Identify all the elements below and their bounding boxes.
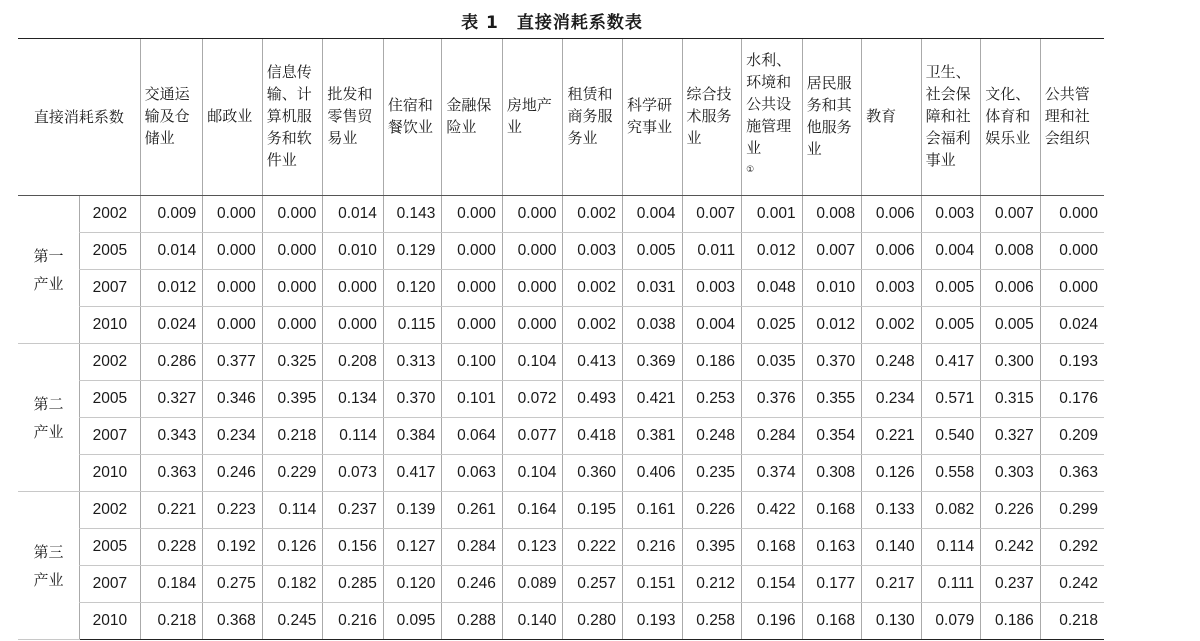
sector-label-line1: 第一: [33, 246, 64, 265]
value-cell: 0.064: [442, 418, 503, 455]
value-cell: 0.395: [262, 381, 323, 418]
value-cell: 0.168: [742, 529, 803, 566]
table-body: [18, 196, 1104, 640]
value-cell: 0.126: [262, 529, 323, 566]
value-cell: 0.002: [563, 196, 623, 233]
value-cell: 0.011: [682, 233, 742, 270]
value-cell: 0.010: [802, 270, 862, 307]
value-cell: 0.237: [981, 566, 1041, 603]
value-cell: 0.003: [682, 270, 742, 307]
column-header-label: 租赁和商务服务业: [567, 85, 613, 147]
value-cell: 0.226: [981, 492, 1041, 529]
value-cell: 0.129: [383, 233, 442, 270]
table-row: [18, 603, 1104, 640]
value-cell: 0.130: [862, 603, 922, 640]
value-cell: 0.010: [323, 233, 384, 270]
table-row: [18, 307, 1104, 344]
column-header-label: 住宿和餐饮业: [387, 96, 433, 136]
value-cell: 0.218: [140, 603, 203, 640]
value-cell: 0.228: [140, 529, 203, 566]
value-cell: 0.048: [742, 270, 803, 307]
value-cell: 0.000: [203, 270, 263, 307]
value-cell: 0.221: [862, 418, 922, 455]
value-cell: 0.235: [682, 455, 742, 492]
value-cell: 0.246: [442, 566, 503, 603]
value-cell: 0.002: [862, 307, 922, 344]
value-cell: 0.120: [383, 270, 442, 307]
value-cell: 0.164: [502, 492, 563, 529]
value-cell: 0.422: [742, 492, 803, 529]
value-cell: 0.063: [442, 455, 503, 492]
year-cell: 2002: [80, 196, 141, 233]
value-cell: 0.168: [802, 492, 862, 529]
value-cell: 0.100: [442, 344, 503, 381]
table-row: [18, 381, 1104, 418]
value-cell: 0.182: [262, 566, 323, 603]
value-cell: 0.346: [203, 381, 263, 418]
value-cell: 0.095: [383, 603, 442, 640]
year-cell: 2005: [80, 233, 141, 270]
value-cell: 0.140: [502, 603, 563, 640]
sector-label: [18, 196, 80, 344]
column-header-label: 房地产业: [506, 96, 552, 136]
sector-label: [18, 492, 80, 640]
column-header: [262, 39, 323, 196]
value-cell: 0.006: [862, 233, 922, 270]
sector-label-line2: 产业: [33, 422, 64, 441]
value-cell: 0.156: [323, 529, 384, 566]
table-number: 表 1: [461, 13, 499, 33]
column-header-label: 公共管理和社会组织: [1044, 85, 1090, 147]
value-cell: 0.284: [742, 418, 803, 455]
column-header: [442, 39, 503, 196]
value-cell: 0.209: [1040, 418, 1104, 455]
value-cell: 0.003: [921, 196, 981, 233]
value-cell: 0.012: [742, 233, 803, 270]
column-header-label: 教育: [866, 107, 897, 125]
value-cell: 0.001: [742, 196, 803, 233]
value-cell: 0.370: [383, 381, 442, 418]
value-cell: 0.377: [203, 344, 263, 381]
sector-label: [18, 344, 80, 492]
value-cell: 0.242: [1040, 566, 1104, 603]
value-cell: 0.009: [140, 196, 203, 233]
value-cell: 0.139: [383, 492, 442, 529]
value-cell: 0.002: [563, 307, 623, 344]
value-cell: 0.192: [203, 529, 263, 566]
value-cell: 0.369: [623, 344, 683, 381]
column-header: [383, 39, 442, 196]
value-cell: 0.000: [323, 307, 384, 344]
direct-consumption-table: [18, 38, 1104, 640]
value-cell: 0.368: [203, 603, 263, 640]
column-header-label: 综合技术服务业: [686, 85, 732, 147]
value-cell: 0.558: [921, 455, 981, 492]
value-cell: 0.421: [623, 381, 683, 418]
value-cell: 0.003: [862, 270, 922, 307]
column-header-label: 金融保险业: [446, 96, 492, 136]
value-cell: 0.000: [203, 233, 263, 270]
value-cell: 0.104: [502, 344, 563, 381]
value-cell: 0.024: [140, 307, 203, 344]
value-cell: 0.325: [262, 344, 323, 381]
column-header-label: 卫生、社会保障和社会福利事业: [925, 63, 971, 169]
value-cell: 0.216: [323, 603, 384, 640]
value-cell: 0.006: [862, 196, 922, 233]
value-cell: 0.154: [742, 566, 803, 603]
value-cell: 0.193: [623, 603, 683, 640]
table-title-text: 直接消耗系数表: [516, 13, 643, 33]
value-cell: 0.000: [262, 307, 323, 344]
value-cell: 0.176: [1040, 381, 1104, 418]
value-cell: 0.073: [323, 455, 384, 492]
table-row: [18, 455, 1104, 492]
value-cell: 0.315: [981, 381, 1041, 418]
value-cell: 0.540: [921, 418, 981, 455]
column-header-label: 邮政业: [207, 107, 253, 125]
value-cell: 0.493: [563, 381, 623, 418]
value-cell: 0.005: [981, 307, 1041, 344]
column-header: [623, 39, 683, 196]
value-cell: 0.234: [862, 381, 922, 418]
value-cell: 0.115: [383, 307, 442, 344]
value-cell: 0.226: [682, 492, 742, 529]
value-cell: 0.208: [323, 344, 384, 381]
value-cell: 0.114: [323, 418, 384, 455]
value-cell: 0.417: [921, 344, 981, 381]
value-cell: 0.008: [981, 233, 1041, 270]
value-cell: 0.000: [502, 233, 563, 270]
value-cell: 0.285: [323, 566, 384, 603]
value-cell: 0.000: [262, 233, 323, 270]
value-cell: 0.114: [262, 492, 323, 529]
column-header: [742, 39, 803, 196]
value-cell: 0.374: [742, 455, 803, 492]
value-cell: 0.014: [323, 196, 384, 233]
value-cell: 0.134: [323, 381, 384, 418]
value-cell: 0.168: [802, 603, 862, 640]
value-cell: 0.313: [383, 344, 442, 381]
table-title: [0, 8, 1104, 33]
value-cell: 0.012: [140, 270, 203, 307]
value-cell: 0.133: [862, 492, 922, 529]
value-cell: 0.025: [742, 307, 803, 344]
value-cell: 0.253: [682, 381, 742, 418]
sector-label-line2: 产业: [33, 570, 64, 589]
column-header-label: 交通运输及仓储业: [144, 85, 190, 147]
value-cell: 0.261: [442, 492, 503, 529]
value-cell: 0.000: [502, 307, 563, 344]
table-row: [18, 270, 1104, 307]
value-cell: 0.275: [203, 566, 263, 603]
value-cell: 0.303: [981, 455, 1041, 492]
value-cell: 0.248: [862, 344, 922, 381]
column-header-label: 文化、体育和娱乐业: [985, 85, 1031, 147]
value-cell: 0.111: [921, 566, 981, 603]
value-cell: 0.327: [981, 418, 1041, 455]
value-cell: 0.089: [502, 566, 563, 603]
value-cell: 0.000: [502, 196, 563, 233]
year-cell: 2007: [80, 270, 141, 307]
column-header: [203, 39, 263, 196]
value-cell: 0.031: [623, 270, 683, 307]
value-cell: 0.286: [140, 344, 203, 381]
year-cell: 2010: [80, 455, 141, 492]
value-cell: 0.000: [203, 196, 263, 233]
column-header: [140, 39, 203, 196]
value-cell: 0.004: [682, 307, 742, 344]
value-cell: 0.012: [802, 307, 862, 344]
value-cell: 0.280: [563, 603, 623, 640]
table-row: [18, 196, 1104, 233]
value-cell: 0.161: [623, 492, 683, 529]
value-cell: 0.000: [442, 196, 503, 233]
column-header: [323, 39, 384, 196]
column-header: [981, 39, 1041, 196]
footnote-marker: ①: [746, 164, 755, 175]
value-cell: 0.237: [323, 492, 384, 529]
value-cell: 0.195: [563, 492, 623, 529]
value-cell: 0.077: [502, 418, 563, 455]
value-cell: 0.258: [682, 603, 742, 640]
value-cell: 0.184: [140, 566, 203, 603]
value-cell: 0.072: [502, 381, 563, 418]
value-cell: 0.343: [140, 418, 203, 455]
value-cell: 0.288: [442, 603, 503, 640]
table-row: [18, 233, 1104, 270]
value-cell: 0.079: [921, 603, 981, 640]
column-header: [682, 39, 742, 196]
value-cell: 0.004: [623, 196, 683, 233]
value-cell: 0.143: [383, 196, 442, 233]
value-cell: 0.381: [623, 418, 683, 455]
value-cell: 0.354: [802, 418, 862, 455]
value-cell: 0.234: [203, 418, 263, 455]
value-cell: 0.035: [742, 344, 803, 381]
column-header: [502, 39, 563, 196]
value-cell: 0.363: [1040, 455, 1104, 492]
column-header-label: 批发和零售贸易业: [327, 85, 373, 147]
value-cell: 0.005: [921, 307, 981, 344]
value-cell: 0.229: [262, 455, 323, 492]
column-header: [563, 39, 623, 196]
year-cell: 2005: [80, 381, 141, 418]
value-cell: 0.000: [262, 270, 323, 307]
year-cell: 2002: [80, 492, 141, 529]
column-header: [862, 39, 922, 196]
value-cell: 0.299: [1040, 492, 1104, 529]
value-cell: 0.242: [981, 529, 1041, 566]
value-cell: 0.222: [563, 529, 623, 566]
value-cell: 0.000: [442, 307, 503, 344]
column-header: [921, 39, 981, 196]
year-cell: 2010: [80, 307, 141, 344]
value-cell: 0.014: [140, 233, 203, 270]
value-cell: 0.216: [623, 529, 683, 566]
header-row: [18, 39, 1104, 196]
value-cell: 0.000: [442, 233, 503, 270]
year-cell: 2010: [80, 603, 141, 640]
value-cell: 0.104: [502, 455, 563, 492]
value-cell: 0.120: [383, 566, 442, 603]
value-cell: 0.000: [203, 307, 263, 344]
year-cell: 2005: [80, 529, 141, 566]
column-header-label: 居民服务和其他服务业: [806, 74, 852, 158]
value-cell: 0.008: [802, 196, 862, 233]
value-cell: 0.257: [563, 566, 623, 603]
value-cell: 0.246: [203, 455, 263, 492]
value-cell: 0.126: [862, 455, 922, 492]
value-cell: 0.000: [1040, 233, 1104, 270]
value-cell: 0.004: [921, 233, 981, 270]
value-cell: 0.217: [862, 566, 922, 603]
value-cell: 0.384: [383, 418, 442, 455]
column-header: [802, 39, 862, 196]
value-cell: 0.186: [682, 344, 742, 381]
value-cell: 0.082: [921, 492, 981, 529]
value-cell: 0.245: [262, 603, 323, 640]
value-cell: 0.417: [383, 455, 442, 492]
table-row: [18, 529, 1104, 566]
value-cell: 0.000: [1040, 270, 1104, 307]
value-cell: 0.363: [140, 455, 203, 492]
value-cell: 0.186: [981, 603, 1041, 640]
value-cell: 0.327: [140, 381, 203, 418]
value-cell: 0.218: [1040, 603, 1104, 640]
value-cell: 0.038: [623, 307, 683, 344]
value-cell: 0.395: [682, 529, 742, 566]
value-cell: 0.140: [862, 529, 922, 566]
value-cell: 0.292: [1040, 529, 1104, 566]
value-cell: 0.006: [981, 270, 1041, 307]
value-cell: 0.123: [502, 529, 563, 566]
value-cell: 0.127: [383, 529, 442, 566]
value-cell: 0.151: [623, 566, 683, 603]
value-cell: 0.193: [1040, 344, 1104, 381]
column-header: [1040, 39, 1104, 196]
year-cell: 2007: [80, 418, 141, 455]
value-cell: 0.024: [1040, 307, 1104, 344]
value-cell: 0.000: [502, 270, 563, 307]
value-cell: 0.002: [563, 270, 623, 307]
value-cell: 0.101: [442, 381, 503, 418]
value-cell: 0.177: [802, 566, 862, 603]
value-cell: 0.005: [623, 233, 683, 270]
value-cell: 0.007: [981, 196, 1041, 233]
value-cell: 0.000: [1040, 196, 1104, 233]
table-row: [18, 492, 1104, 529]
value-cell: 0.284: [442, 529, 503, 566]
value-cell: 0.355: [802, 381, 862, 418]
value-cell: 0.223: [203, 492, 263, 529]
value-cell: 0.007: [802, 233, 862, 270]
value-cell: 0.000: [262, 196, 323, 233]
value-cell: 0.370: [802, 344, 862, 381]
column-header-label: 信息传输、计算机服务和软件业: [266, 63, 312, 169]
value-cell: 0.163: [802, 529, 862, 566]
value-cell: 0.114: [921, 529, 981, 566]
year-cell: 2002: [80, 344, 141, 381]
sector-label-line1: 第三: [33, 542, 64, 561]
value-cell: 0.418: [563, 418, 623, 455]
value-cell: 0.376: [742, 381, 803, 418]
value-cell: 0.571: [921, 381, 981, 418]
value-cell: 0.000: [442, 270, 503, 307]
value-cell: 0.248: [682, 418, 742, 455]
value-cell: 0.005: [921, 270, 981, 307]
year-cell: 2007: [80, 566, 141, 603]
value-cell: 0.003: [563, 233, 623, 270]
value-cell: 0.300: [981, 344, 1041, 381]
column-header-label: 科学研究事业: [627, 96, 673, 136]
value-cell: 0.218: [262, 418, 323, 455]
value-cell: 0.196: [742, 603, 803, 640]
value-cell: 0.413: [563, 344, 623, 381]
value-cell: 0.221: [140, 492, 203, 529]
value-cell: 0.308: [802, 455, 862, 492]
column-header-label: 水利、环境和公共设施管理业: [746, 50, 792, 157]
value-cell: 0.000: [323, 270, 384, 307]
table-row: [18, 344, 1104, 381]
value-cell: 0.406: [623, 455, 683, 492]
value-cell: 0.360: [563, 455, 623, 492]
corner-header: 直接消耗系数: [18, 39, 140, 196]
value-cell: 0.007: [682, 196, 742, 233]
value-cell: 0.212: [682, 566, 742, 603]
sector-label-line1: 第二: [33, 394, 64, 413]
table-row: [18, 566, 1104, 603]
sector-label-line2: 产业: [33, 274, 64, 293]
table-row: [18, 418, 1104, 455]
